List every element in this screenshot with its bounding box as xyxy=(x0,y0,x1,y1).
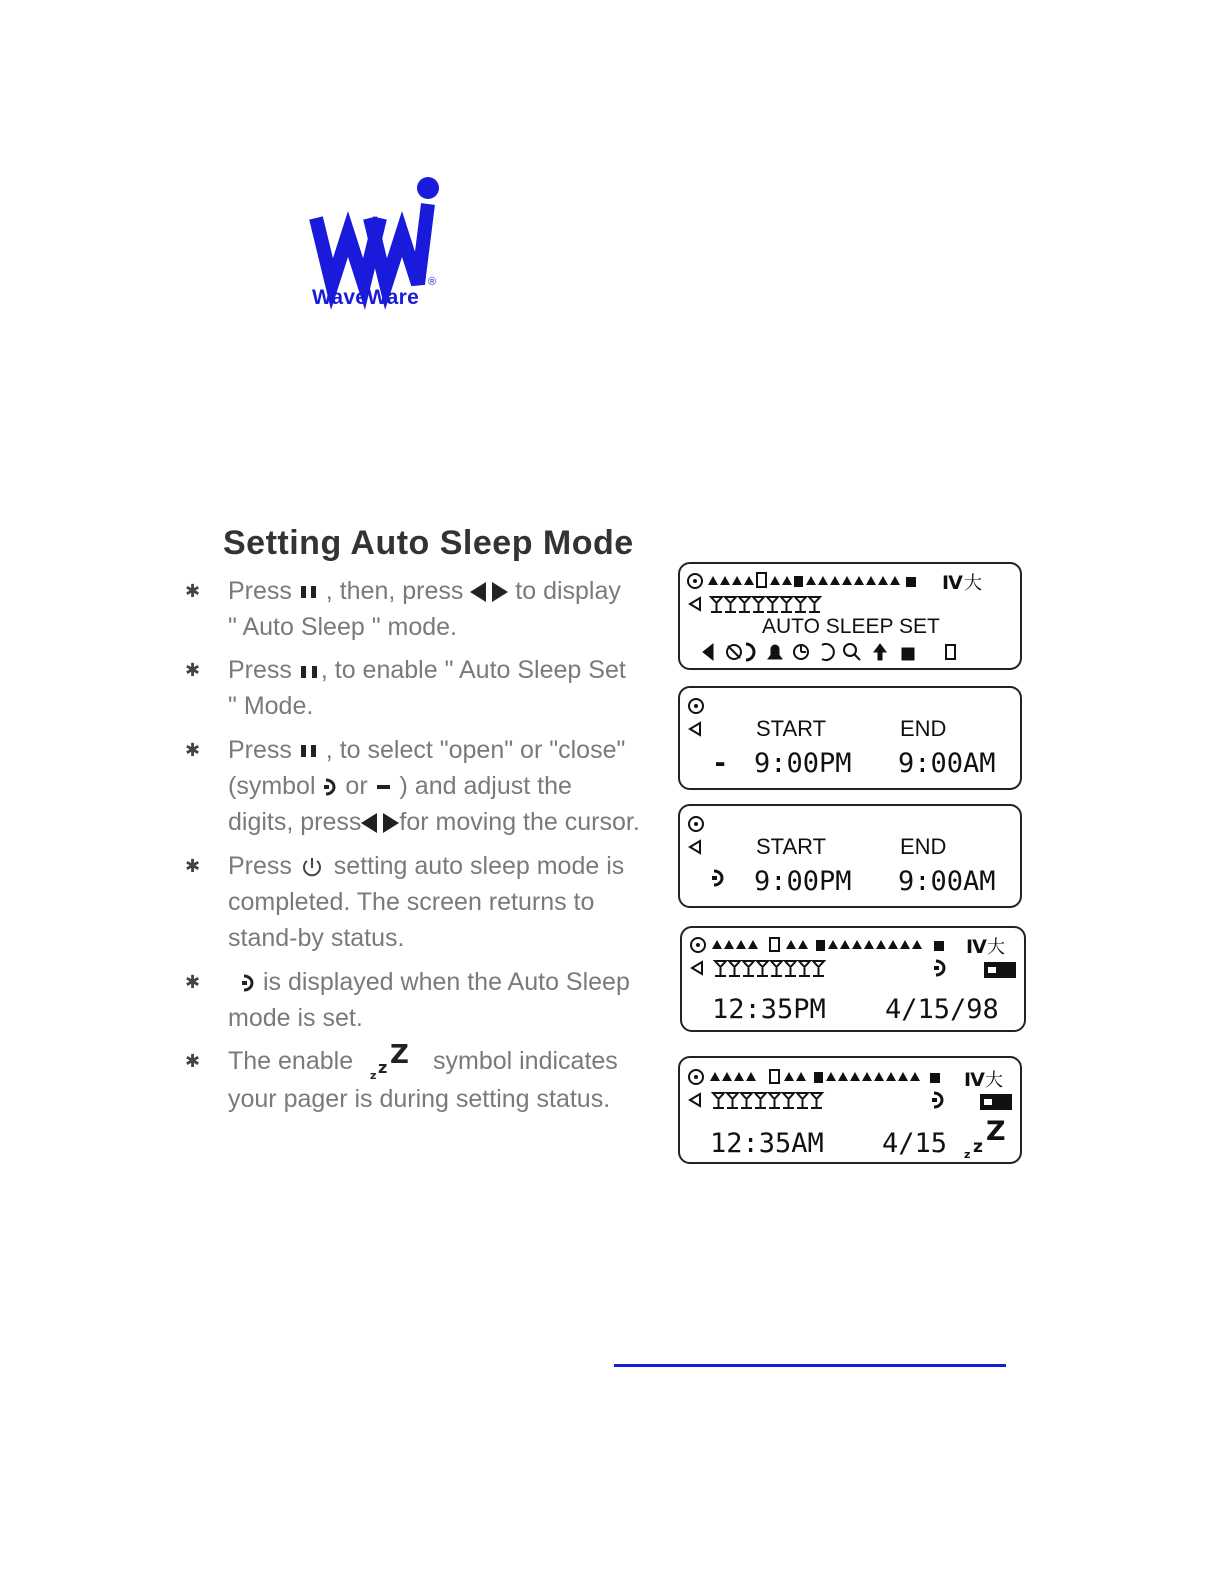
start-label: START xyxy=(756,834,827,859)
sleep-open-icon xyxy=(710,868,726,893)
end-time: 9:00AM xyxy=(898,866,996,897)
svg-text:z: z xyxy=(370,1069,377,1082)
setting-date: 4/15 xyxy=(882,1128,948,1159)
start-time: 9:00PM xyxy=(754,748,852,779)
footer-rule xyxy=(614,1364,1006,1367)
svg-text:z: z xyxy=(973,1137,983,1157)
waveware-logo-text: WaveWare xyxy=(312,286,420,309)
lcd-screen-sleep-close xyxy=(678,686,1022,790)
zzz-icon xyxy=(370,1043,416,1081)
lcd-side-icons xyxy=(680,806,710,866)
bullet-marker: ✱ xyxy=(185,856,201,876)
end-label: END xyxy=(900,834,947,859)
instruction-text: is displayed when the Auto Sleep mode is set. xyxy=(228,968,630,1032)
instruction-text: Press , to enable " Auto Sleep Set " Mode. xyxy=(228,656,626,720)
svg-text:Ⅳ: Ⅳ xyxy=(942,572,963,594)
svg-text:大: 大 xyxy=(985,1070,1003,1091)
start-time: 9:00PM xyxy=(754,866,852,897)
start-label: START xyxy=(756,716,827,741)
registered-mark: ® xyxy=(428,276,437,288)
lcd-status-icons-row xyxy=(682,928,1022,988)
pause-icon xyxy=(299,743,319,759)
lcd-screen-setting-status xyxy=(678,1056,1022,1164)
setting-time: 12:35AM xyxy=(710,1128,824,1159)
standby-date: 4/15/98 xyxy=(885,994,999,1025)
sleep-close-dash-icon xyxy=(375,782,393,792)
standby-time: 12:35PM xyxy=(712,994,826,1025)
instruction-text: Press , then, press to display " Auto Sleep " mode. xyxy=(228,577,621,641)
left-right-arrows-icon xyxy=(361,812,399,834)
svg-text:Ⅳ: Ⅳ xyxy=(966,936,987,958)
sleep-close-symbol: - xyxy=(712,748,729,779)
svg-text:z: z xyxy=(964,1148,971,1160)
lcd-screen-auto-sleep-set xyxy=(678,562,1022,670)
end-label: END xyxy=(900,716,947,741)
svg-text:Z: Z xyxy=(390,1043,409,1071)
left-right-arrows-icon xyxy=(470,581,508,603)
lcd-message: AUTO SLEEP SET xyxy=(762,615,940,638)
svg-text:Z: Z xyxy=(986,1116,1006,1147)
pause-icon xyxy=(299,663,321,679)
section-title: Setting Auto Sleep Mode xyxy=(223,524,634,562)
end-time: 9:00AM xyxy=(898,748,996,779)
lcd-side-icons xyxy=(680,688,710,748)
bullet-marker: ✱ xyxy=(185,972,201,992)
bullet-marker: ✱ xyxy=(185,740,201,760)
sleep-open-icon xyxy=(240,973,256,993)
instruction-text: The enable z z Z symbol indicates your pager is during setting status. xyxy=(228,1043,673,1117)
pause-icon xyxy=(299,584,319,600)
bullet-marker: ✱ xyxy=(185,1051,201,1071)
sleep-open-icon xyxy=(322,777,338,797)
svg-text:大: 大 xyxy=(987,937,1005,958)
instruction-text: Press setting auto sleep mode is completed. The screen returns to stand-by status. xyxy=(228,852,625,952)
lcd-screen-sleep-open xyxy=(678,804,1022,908)
power-icon xyxy=(299,855,327,879)
lcd-screen-standby xyxy=(680,926,1026,1032)
bullet-marker: ✱ xyxy=(185,660,201,680)
zzz-icon xyxy=(964,1116,1012,1165)
svg-text:z: z xyxy=(378,1058,388,1078)
svg-text:Ⅳ: Ⅳ xyxy=(964,1069,985,1091)
instruction-text: Press , to select "open" or "close" (symbol or ) and adjust the digits, press for moving the cursor. xyxy=(228,736,640,836)
bullet-marker: ✱ xyxy=(185,581,201,601)
svg-text:大: 大 xyxy=(964,573,982,594)
